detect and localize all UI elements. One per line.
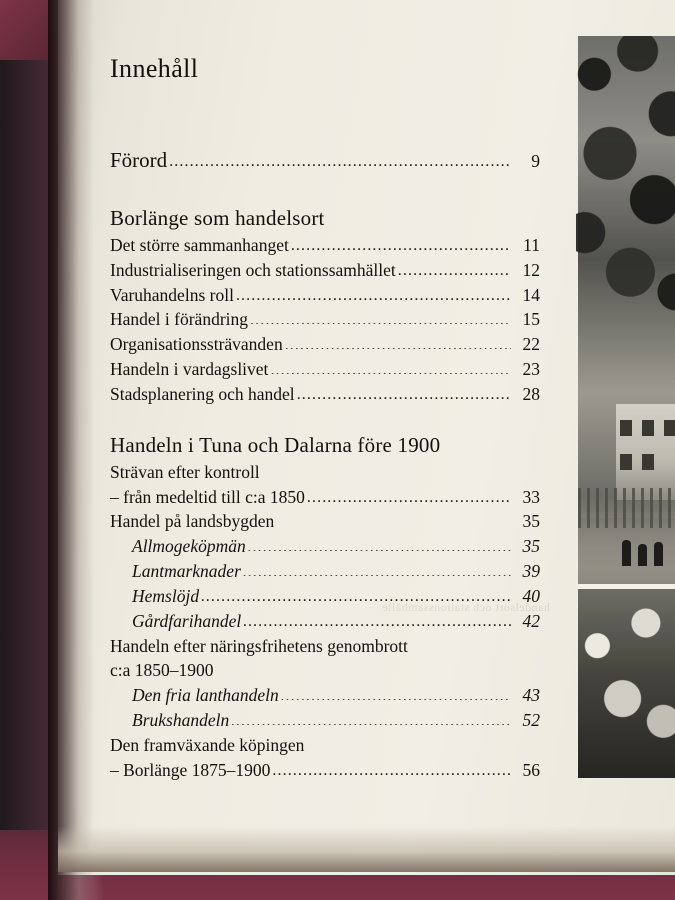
person-figure: [622, 540, 631, 566]
toc-leader-dots: [281, 683, 511, 701]
toc-leader-dots: [169, 145, 511, 166]
toc-leader-dots: [201, 583, 511, 601]
toc-page-number: 15: [522, 309, 540, 330]
toc-page-number: 12: [522, 259, 540, 280]
toc-entry[interactable]: [110, 584, 540, 609]
toc-leader-dots: [276, 509, 511, 527]
toc-page-number: 42: [522, 610, 540, 631]
page-title: Innehåll: [110, 54, 199, 83]
toc-entry[interactable]: [110, 357, 540, 382]
toc-chapter-heading: Handeln i Tuna och Dalarna före 1900: [110, 432, 441, 457]
toc-entry[interactable]: [110, 609, 540, 634]
toc-entry-label: – från medeltid till c:a 1850: [110, 486, 305, 507]
toc-entry-label: Handeln i vardagslivet: [110, 359, 269, 380]
toc-entry-label: Lantmarknader: [132, 561, 241, 582]
toc-entry-label: Organisationssträvanden: [110, 334, 283, 355]
toc-entry-label: Industrialiseringen och stationssamhället: [110, 259, 396, 280]
toc-page-number: 52: [522, 710, 540, 731]
fence: [578, 488, 675, 528]
toc-page-number: 35: [522, 511, 540, 532]
table-of-contents: [110, 54, 540, 783]
toc-entry[interactable]: [110, 146, 540, 176]
toc-page-number: 35: [522, 536, 540, 557]
toc-entry-label: Allmogeköpmän: [132, 536, 246, 557]
toc-leader-dots: [250, 307, 511, 325]
garden-photograph: [578, 589, 675, 778]
toc-entry-text: Den framväxande köpingen: [110, 735, 305, 755]
toc-entry-label: Den fria lanthandeln: [132, 685, 279, 706]
toc-entry-label: Handel i förändring: [110, 309, 249, 330]
toc-entry[interactable]: [110, 283, 540, 308]
historic-photograph: [578, 36, 675, 778]
toc-entry-label: Handel på landsbygden: [110, 511, 275, 532]
toc-leader-dots: [272, 757, 511, 775]
toc-leader-dots: [236, 282, 511, 300]
toc-leader-dots: [243, 559, 511, 577]
toc-entry[interactable]: [110, 683, 540, 708]
person-figure: [654, 542, 663, 566]
toc-entry[interactable]: [110, 258, 540, 283]
toc-entry-text: Handeln efter näringsfrihetens genombrott: [110, 635, 408, 656]
toc-leader-dots: [307, 484, 511, 502]
toc-page-number: 23: [522, 359, 540, 380]
toc-page-number: 14: [522, 284, 540, 305]
page-showthrough-text: handelsort och stationssamhälle: [381, 600, 550, 614]
toc-entry[interactable]: [110, 485, 540, 510]
toc-leader-dots: [291, 232, 511, 250]
toc-leader-dots: [243, 608, 511, 626]
toc-entry[interactable]: [110, 509, 540, 534]
toc-chapter-heading: Borlänge som handelsort: [110, 205, 325, 230]
toc-page-number: 43: [522, 685, 540, 706]
tree-foliage: [576, 36, 675, 358]
toc-leader-dots: [398, 257, 511, 275]
building-house: [616, 404, 675, 500]
person-figure: [638, 544, 647, 566]
toc-leader-dots: [270, 357, 511, 375]
toc-entry-label: Hemslöjd: [132, 585, 200, 606]
toc-leader-dots: [248, 534, 511, 552]
toc-leader-dots: [231, 708, 511, 726]
toc-entry[interactable]: [110, 559, 540, 584]
toc-entry-list: [110, 146, 540, 783]
toc-page-number: 9: [531, 151, 540, 171]
book-right-page: [576, 36, 675, 778]
toc-leader-dots: [297, 381, 511, 399]
toc-entry[interactable]: [110, 233, 540, 258]
toc-page-number: 28: [522, 383, 540, 404]
toc-page-number: 11: [523, 234, 540, 255]
toc-entry-label: Förord: [110, 148, 168, 172]
toc-page-number: 22: [522, 334, 540, 355]
toc-entry[interactable]: [110, 307, 540, 332]
toc-entry-label: Brukshandeln: [132, 710, 230, 731]
toc-entry[interactable]: [110, 708, 540, 733]
toc-page-number: 40: [522, 585, 540, 606]
toc-entry-label: – Borlänge 1875–1900: [110, 759, 271, 780]
toc-entry-label: Stadsplanering och handel: [110, 383, 295, 404]
toc-entry[interactable]: [110, 332, 540, 357]
toc-entry[interactable]: [110, 534, 540, 559]
toc-page-number: 56: [522, 759, 540, 780]
toc-entry-label: Gårdfarihandel: [132, 610, 242, 631]
toc-leader-dots: [285, 332, 511, 350]
toc-entry[interactable]: [110, 758, 540, 783]
toc-entry-label: Det större sammanhanget: [110, 234, 289, 255]
toc-page-number: 33: [522, 486, 540, 507]
toc-entry-label: Varuhandelns roll: [110, 284, 234, 305]
toc-entry-text: Strävan efter kontroll: [110, 461, 260, 482]
toc-entry[interactable]: [110, 382, 540, 407]
toc-page-number: 39: [522, 561, 540, 582]
toc-entry-text: c:a 1850–1900: [110, 660, 214, 681]
